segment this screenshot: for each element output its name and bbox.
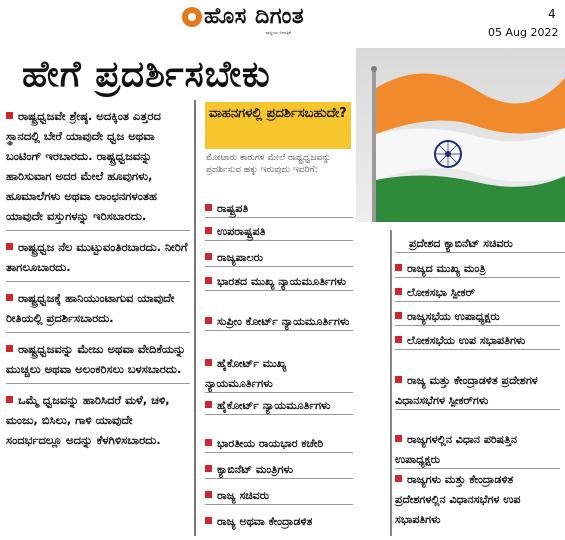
red-square-bullet bbox=[205, 359, 212, 366]
entitled-list-item: ರಾಜ್ಯ ಸಚಿವರು bbox=[205, 484, 353, 505]
red-square-bullet bbox=[395, 336, 402, 343]
flag-image bbox=[356, 48, 565, 222]
red-square-bullet bbox=[395, 475, 402, 482]
red-square-bullet bbox=[395, 288, 402, 295]
rule-item: ರಾಷ್ಟ್ರಧ್ವಜವನ್ನು ಮೇಜು ಅಥವಾ ವೇದಿಕೆಯನ್ನು ಮುಚ್ಚಲು ಅಥವಾ ಅಲಂಕರಿಸಲು ಬಳಸಬಾರದು. bbox=[6, 333, 190, 384]
entitled-list-item: ಕ್ಯಾಬಿನೆಟ್ ಮಂತ್ರಿಗಳು bbox=[205, 458, 353, 479]
red-square-bullet bbox=[205, 517, 212, 524]
intro-text: ಮೋಟಾರು ಕಾರುಗಳ ಮೇಲೆ ರಾಷ್ಟ್ರಧ್ವಜವನ್ನು ಪ್ರದರ್ಶಿಸುವ ಹಕ್ಕು ಇರುವುದು ಇವರಿಗೆ: bbox=[206, 153, 332, 175]
red-square-bullet bbox=[205, 204, 212, 211]
column-divider bbox=[194, 100, 196, 536]
entitled-list-item: ರಾಜ್ಯಸಭೆಯ ಉಪಾಧ್ಯಕ್ಷರು bbox=[395, 305, 560, 326]
entitled-list-item: ರಾಜ್ಯಗಳು ಮತ್ತು ಕೇಂದ್ರಾಡಳಿತ ಪ್ರದೇಶಗಳಲ್ಲಿನ ವಿಧಾನಸಭೆಗಳ ಉಪ ಸಭಾಪತಿಗಳು bbox=[395, 473, 521, 526]
flag-pole bbox=[372, 70, 376, 222]
newspaper-logo bbox=[182, 4, 304, 29]
red-square-bullet bbox=[395, 312, 402, 319]
entitled-list-item: ರಾಜ್ಯದ ಮುಖ್ಯ ಮಂತ್ರಿ bbox=[395, 257, 560, 278]
rules-column bbox=[6, 100, 190, 454]
rule-item: ರಾಷ್ಟ್ರಧ್ವಜಕ್ಕೆ ಹಾನಿಯುಂಟಾಗುವ ಯಾವುದೇ ರೀತಿಯಲ್ಲಿ ಪ್ರದರ್ಶಿಸಬಾರದು. bbox=[6, 282, 190, 333]
flag-photo bbox=[356, 48, 565, 222]
red-square-bullet bbox=[6, 345, 13, 352]
sun-emblem-icon bbox=[182, 7, 202, 27]
rule-item: ರಾಷ್ಟ್ರಧ್ವಜವೇ ಶ್ರೇಷ್ಠ. ಅದಕ್ಕಿಂತ ಎತ್ತರದ ಸ್ಥಾನದಲ್ಲಿ ಬೇರೆ ಯಾವುದೇ ಧ್ವಜ ಅಥವಾ ಬಂಟಿಂಗ್ ಇರಬಾರದು. ರಾಷ್ಟ್ರಧ್ವಜವನ್ನು ಹಾರಿಸುವಾಗ ಅದರ ಮೇಲೆ ಹೂವುಗಳು, ಹೂಮಾಲೆಗಳು ಅಥವಾ ಲಾಂಛನಗಳಂತಹ ಯಾವುದೇ ವಸ್ತುಗಳನ್ನು ಇರಿಸಬಾರದು. bbox=[6, 100, 190, 231]
entitled-list-item: ಭಾರತದ ಮುಖ್ಯ ನ್ಯಾಯಮೂರ್ತಿಗಳು bbox=[205, 270, 353, 291]
red-square-bullet bbox=[395, 264, 402, 271]
entitled-list-item: ಉಪರಾಷ್ಟ್ರಪತಿ bbox=[205, 220, 353, 241]
entitled-list-item: ರಾಜ್ಯ ಅಥವಾ ಕೇಂದ್ರಾಡಳಿತ bbox=[205, 510, 353, 530]
entitled-list-item: ಲೋಕಸಭೆಯ ಉಪ ಸಭಾಪತಿಗಳು bbox=[395, 329, 560, 350]
entitled-list-item: ಸುಪ್ರೀಂ ಕೋರ್ಟ್ ನ್ಯಾಯಮೂರ್ತಿಗಳು bbox=[205, 310, 353, 331]
logo-tagline: ರಾಷ್ಟ್ರೀಯ ದಿನಪತ್ರಿಕೆ bbox=[266, 30, 291, 35]
edition-date: 05 Aug 2022 bbox=[488, 26, 559, 39]
entitled-list-item: ಲೋಕಸಭಾ ಸ್ಪೀಕರ್ bbox=[395, 281, 560, 302]
red-square-bullet bbox=[6, 243, 13, 250]
logo-text: ಹೊಸ ದಿಗಂತ bbox=[204, 4, 305, 29]
rule-item: ಒಮ್ಮೆ ಧ್ವಜವನ್ನು ಹಾರಿಸಿದರೆ ಮಳೆ, ಚಳಿ, ಮಂಜು, ಬಿಸಿಲು, ಗಾಳಿ ಯಾವುದೇ ಸಂದರ್ಭದಲ್ಲೂ ಅದನ್ನು ಕೆಳಗಿಳಿಸಬಾರದು. bbox=[6, 393, 170, 447]
entitled-list-item: ಭಾರತೀಯ ರಾಯಭಾರ ಕಚೇರಿ bbox=[205, 432, 353, 453]
entitled-list-item: ರಾಜ್ಯ ಮತ್ತು ಕೇಂದ್ರಾಡಳಿತ ಪ್ರದೇಶಗಳ ವಿಧಾನಸಭೆಗಳ ಸ್ಪೀಕರ್‌ಗಳು bbox=[395, 369, 560, 410]
masthead bbox=[0, 0, 565, 44]
red-square-bullet bbox=[6, 294, 13, 301]
entitled-list-item: ರಾಷ್ಟ್ರಪತಿ bbox=[205, 197, 353, 218]
headline: ಹೇಗೆ ಪ್ರದರ್ಶಿಸಬೇಕು bbox=[22, 54, 271, 95]
red-square-bullet bbox=[205, 439, 212, 446]
red-square-bullet bbox=[205, 465, 212, 472]
page-number: 4 bbox=[548, 7, 556, 21]
red-square-bullet bbox=[205, 491, 212, 498]
question-heading: ವಾಹನಗಳಲ್ಲಿ ಪ್ರದರ್ಶಿಸಬಹುದೇ? bbox=[209, 106, 347, 121]
rule-item: ರಾಷ್ಟ್ರಧ್ವಜ ನೆಲ ಮುಟ್ಟುವಂತಿರಬಾರದು. ನೀರಿಗೆ ತಾಗಲೂಬಾರದು. bbox=[6, 231, 190, 282]
red-square-bullet bbox=[205, 277, 212, 284]
red-square-bullet bbox=[395, 435, 402, 442]
red-square-bullet bbox=[205, 227, 212, 234]
red-square-bullet bbox=[205, 317, 212, 324]
entitled-list-item: ಹೈಕೋರ್ಟ್ ನ್ಯಾಯಮೂರ್ತಿಗಳು bbox=[205, 394, 353, 415]
red-square-bullet bbox=[205, 401, 212, 408]
red-square-bullet bbox=[205, 253, 212, 260]
entitled-list-item: ಪ್ರದೇಶದ ಕ್ಯಾಬಿನೆಟ್ ಸಚಿವರು bbox=[395, 232, 565, 253]
entitled-list-item: ರಾಜ್ಯಗಳಲ್ಲಿನ ವಿಧಾನ ಪರಿಷತ್ತಿನ ಉಪಾಧ್ಯಕ್ಷರು bbox=[395, 428, 560, 469]
red-square-bullet bbox=[6, 112, 13, 119]
red-square-bullet bbox=[395, 376, 402, 383]
red-square-bullet bbox=[6, 396, 13, 403]
entitled-list-item: ರಾಜ್ಯಪಾಲರು bbox=[205, 246, 353, 267]
column-divider bbox=[390, 230, 392, 536]
entitled-list-item: ಹೈಕೋರ್ಟ್ ಮುಖ್ಯ ನ್ಯಾಯಮೂರ್ತಿಗಳು bbox=[205, 352, 353, 393]
